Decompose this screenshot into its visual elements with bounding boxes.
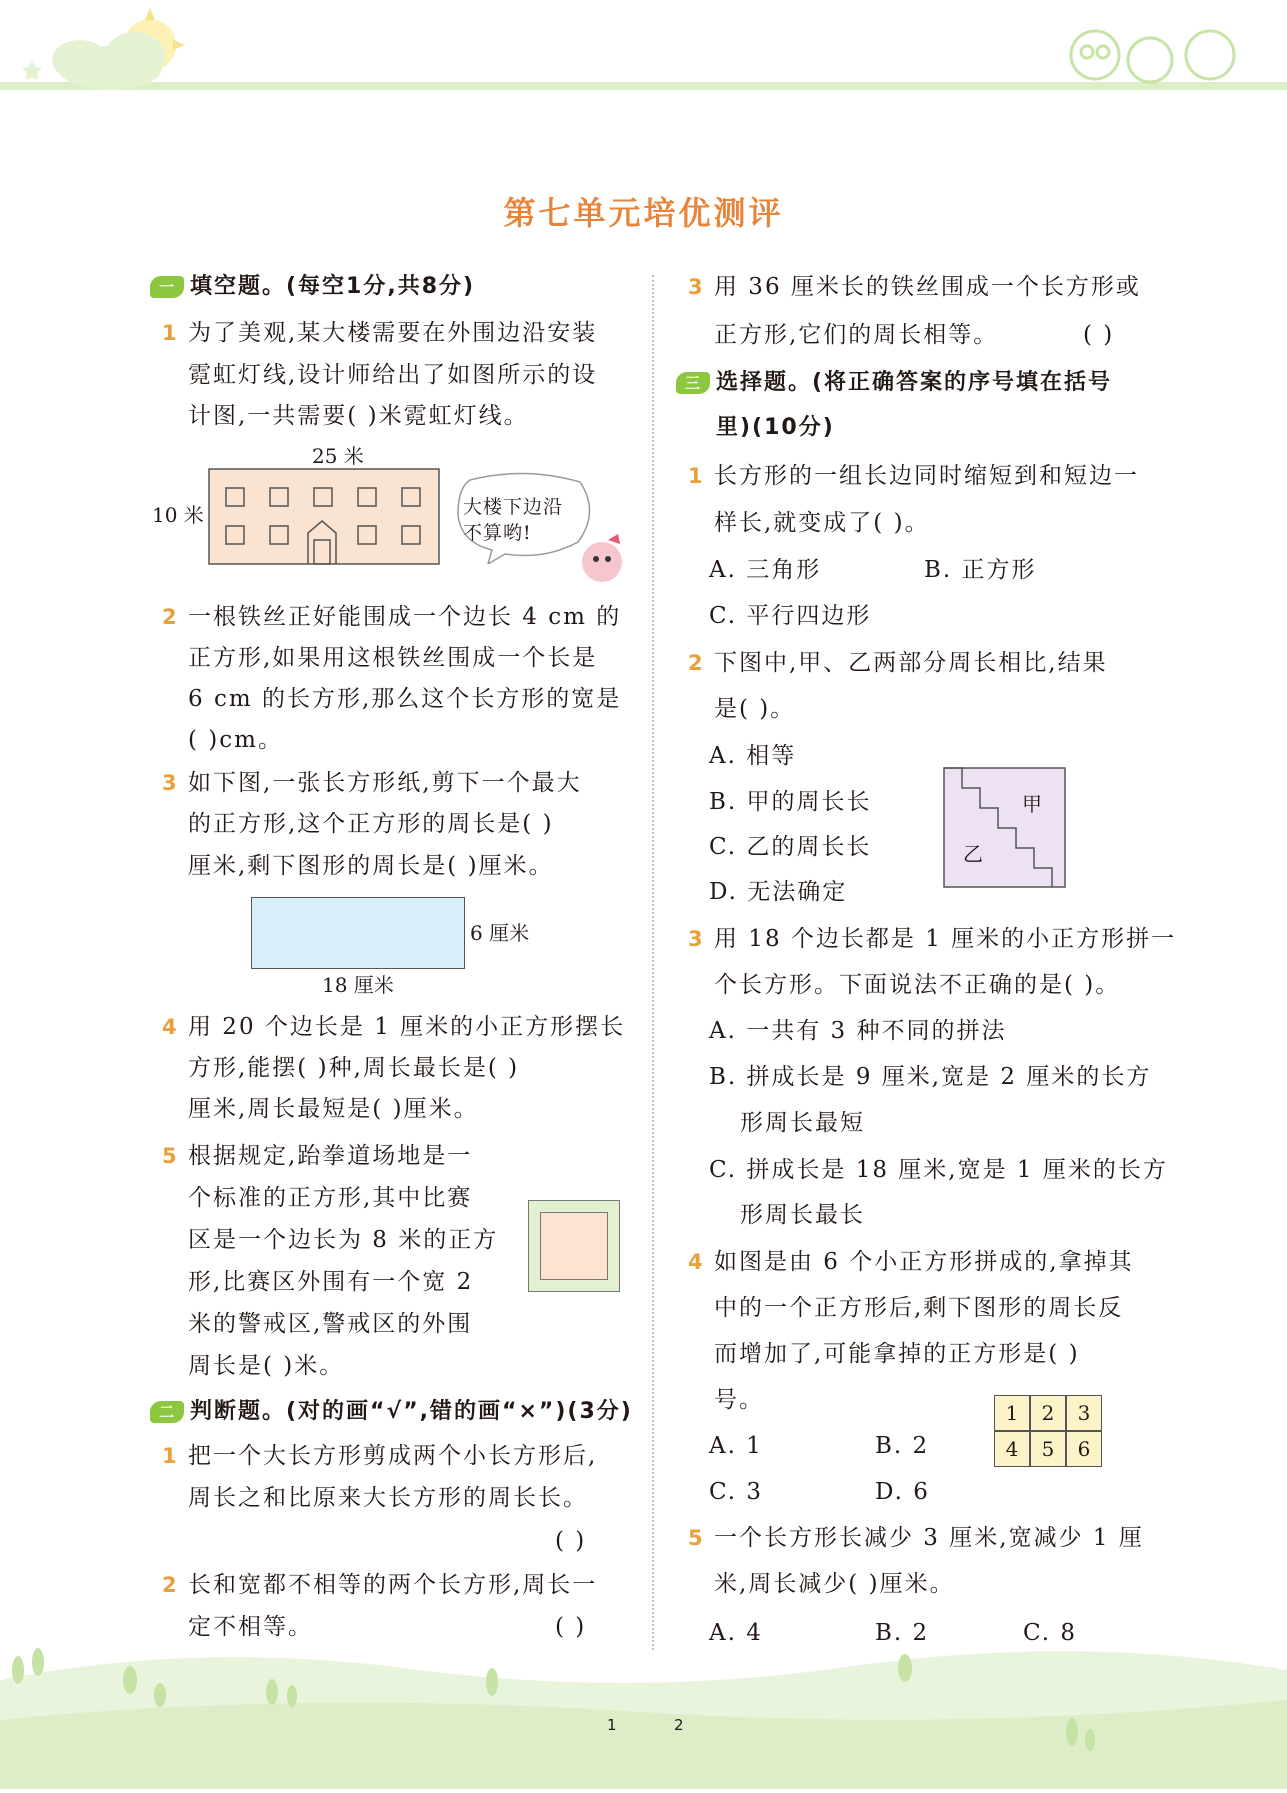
option-a[interactable]: A. 三角形 [709,557,822,583]
question-text: 长和宽都不相等的两个长方形,周长一 [188,1572,598,1598]
section-title-choice-cont: 里)(10分) [716,415,835,440]
question-text: 计图,一共需要( )米霓虹灯线。 [188,403,529,429]
option-c[interactable]: C. 3 [709,1479,764,1505]
option-c-cont: 形周长最长 [740,1202,865,1228]
grid-cell: 6 [1066,1431,1102,1467]
section-title-fill-blank: 填空题。(每空1分,共8分) [190,274,476,299]
section-title-choice: 选择题。(将正确答案的序号填在括号 [716,370,1113,395]
question-number: 4 [688,1250,703,1274]
question-text: 区是一个边长为 8 米的正方 [188,1227,499,1253]
answer-paren[interactable]: ( ) [1083,322,1115,348]
region-jia-label: 甲 [1022,792,1042,816]
option-b[interactable]: B. 正方形 [924,557,1037,583]
question-text: 形,比赛区外围有一个宽 2 [188,1269,474,1295]
header-art [0,0,1287,110]
question-number: 5 [688,1526,703,1550]
question-number: 1 [688,464,703,488]
header-decoration [0,0,1287,110]
question-text: 霓虹灯线,设计师给出了如图所示的设 [188,362,598,388]
option-a[interactable]: A. 相等 [709,743,797,769]
answer-paren[interactable]: ( ) [555,1614,587,1640]
option-b[interactable]: B. 拼成长是 9 厘米,宽是 2 厘米的长方 [709,1064,1152,1090]
page-number-right: 2 [674,1716,684,1734]
question-text: 米,周长减少( )厘米。 [714,1571,955,1597]
option-c[interactable]: C. 拼成长是 18 厘米,宽是 1 厘米的长方 [709,1157,1168,1183]
option-b[interactable]: B. 甲的周长长 [709,789,872,815]
question-text: 把一个大长方形剪成两个小长方形后, [188,1443,598,1469]
question-text: 方形,能摆( )种,周长最长是( ) [188,1055,520,1081]
question-text: 正方形,它们的周长相等。 [714,322,999,348]
question-text: 6 cm 的长方形,那么这个长方形的宽是 [188,686,622,712]
option-c[interactable]: C. 8 [1023,1620,1078,1646]
option-a[interactable]: A. 1 [709,1433,763,1459]
question-text: 如图是由 6 个小正方形拼成的,拿掉其 [714,1249,1134,1275]
question-number: 1 [162,321,177,345]
footer-landscape [0,1640,1287,1789]
rect-side-label: 6 厘米 [470,921,530,945]
question-text: 样长,就变成了( )。 [714,510,930,536]
question-text: 一根铁丝正好能围成一个边长 4 cm 的 [188,604,622,630]
question-text: 的正方形,这个正方形的周长是( ) [188,811,554,837]
option-a[interactable]: A. 一共有 3 种不同的拼法 [709,1018,1007,1044]
animal-friends-icon [1071,31,1234,82]
option-d[interactable]: D. 无法确定 [709,879,848,905]
taekwondo-field [528,1200,620,1292]
question-text: 如下图,一张长方形纸,剪下一个最大 [188,770,582,796]
page-title: 第七单元培优测评 [503,194,784,232]
six-square-grid [994,1395,1102,1467]
mascot-icon [578,532,630,588]
grid-cell: 1 [994,1395,1030,1431]
question-text: 为了美观,某大楼需要在外围边沿安装 [188,320,598,346]
grid-cell: 2 [1030,1395,1066,1431]
question-number: 2 [688,651,703,675]
section-badge-2: 二 [150,1401,184,1423]
option-b[interactable]: B. 2 [875,1620,930,1646]
question-text: 米的警戒区,警戒区的外围 [188,1311,473,1337]
question-text: 用 36 厘米长的铁丝围成一个长方形或 [714,274,1141,300]
option-b[interactable]: B. 2 [875,1433,930,1459]
question-number: 5 [162,1144,177,1168]
option-b-cont: 形周长最短 [740,1110,865,1136]
rect-bottom-label: 18 厘米 [322,973,394,997]
competition-area [540,1212,608,1280]
option-c[interactable]: C. 平行四边形 [709,603,872,629]
page-number-left: 1 [607,1716,617,1734]
question-text: ( )cm。 [188,727,283,753]
question-number: 3 [162,771,177,795]
column-divider [652,275,654,1650]
question-number: 2 [162,605,177,629]
region-yi-label: 乙 [963,842,983,866]
option-d[interactable]: D. 6 [875,1479,930,1505]
question-text: 根据规定,跆拳道场地是一 [188,1143,473,1169]
question-number: 4 [162,1015,177,1039]
section-badge-3: 三 [676,372,710,394]
question-text: 用 18 个边长都是 1 厘米的小正方形拼一 [714,926,1177,952]
question-text: 是( )。 [714,696,796,722]
question-text: 长方形的一组长边同时缩短到和短边一 [714,463,1139,489]
option-c[interactable]: C. 乙的周长长 [709,834,872,860]
bubble-text: 不算哟! [463,522,532,544]
question-text: 号。 [714,1387,764,1413]
section-badge-1: 一 [150,276,184,298]
section-title-true-false: 判断题。(对的画“√”,错的画“×”)(3分) [190,1399,633,1424]
grid-cell: 5 [1030,1431,1066,1467]
question-text: 周长之和比原来大长方形的周长长。 [188,1485,588,1511]
question-number: 3 [688,927,703,951]
question-text: 一个长方形长减少 3 厘米,宽减少 1 厘 [714,1525,1144,1551]
question-text: 正方形,如果用这根铁丝围成一个长是 [188,645,598,671]
bubble-text: 大楼下边沿 [463,496,564,518]
question-text: 厘米,周长最短是( )厘米。 [188,1096,479,1122]
option-a[interactable]: A. 4 [709,1620,763,1646]
building-figure [208,468,440,565]
question-number: 3 [688,275,703,299]
question-text: 下图中,甲、乙两部分周长相比,结果 [714,650,1108,676]
building-width-label: 25 米 [312,444,364,468]
grid-cell: 3 [1066,1395,1102,1431]
answer-paren[interactable]: ( ) [555,1528,587,1554]
question-text: 中的一个正方形后,剩下图形的周长反 [714,1295,1124,1321]
question-text: 用 20 个边长是 1 厘米的小正方形摆长 [188,1014,626,1040]
question-number: 2 [162,1573,177,1597]
question-number: 1 [162,1444,177,1468]
question-text: 个标准的正方形,其中比赛 [188,1185,473,1211]
question-text: 周长是( )米。 [188,1353,345,1379]
question-text: 厘米,剩下图形的周长是( )厘米。 [188,853,554,879]
cloud-icon [52,32,165,90]
star-icon [22,60,42,80]
paper-rectangle [251,897,465,969]
grid-cell: 4 [994,1431,1030,1467]
question-text: 个长方形。下面说法不正确的是( )。 [714,972,1121,998]
staircase-figure [943,767,1066,888]
question-text: 定不相等。 [188,1614,313,1640]
question-text: 而增加了,可能拿掉的正方形是( ) [714,1341,1080,1367]
building-height-label: 10 米 [152,503,204,527]
